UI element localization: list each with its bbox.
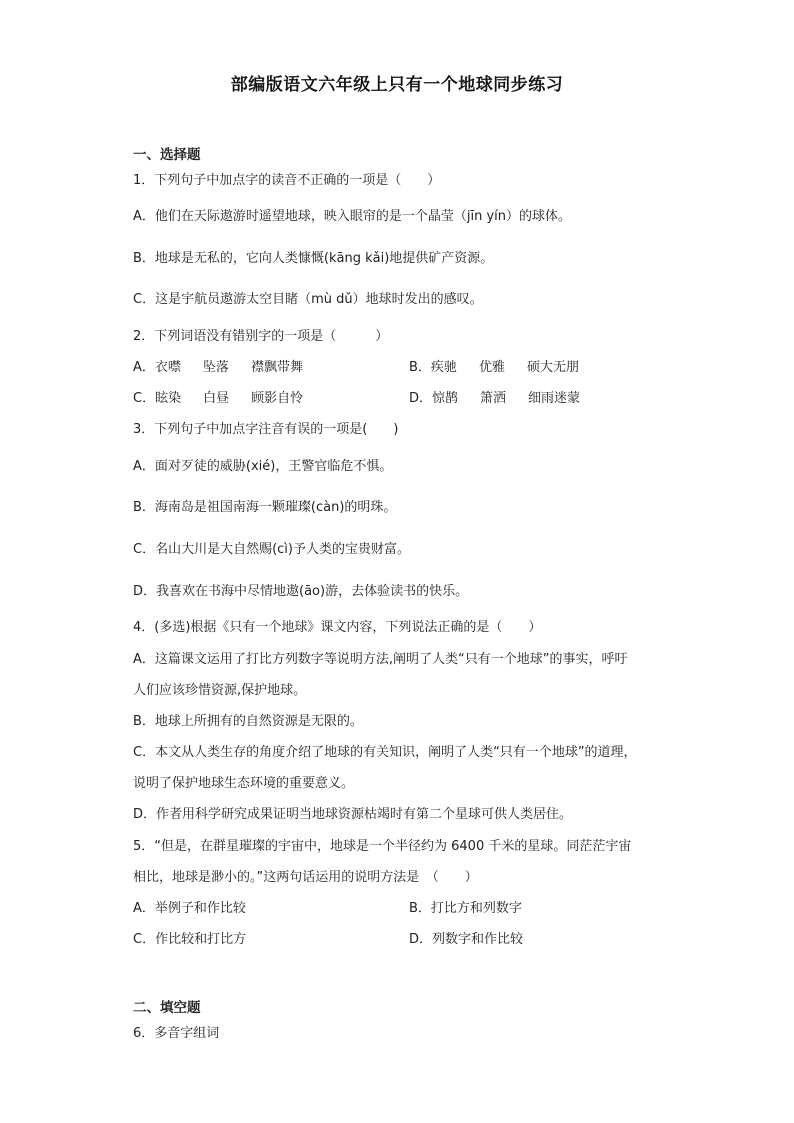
q4-option-a-line1: A．这篇课文运用了打比方列数字等说明方法,阐明了人类“只有一个地球”的事实，呼吁 — [133, 652, 628, 667]
q1-option-c: C．这是宇航员遨游太空目睹（mù dǔ）地球时发出的感叹。 — [133, 292, 483, 307]
q4-option-c-line2: 说明了保护地球生态环境的重要意义。 — [133, 776, 355, 791]
q5-stem-line1: 5．“但是，在群星璀璨的宇宙中，地球是一个半径约为 6400 千米的星球。同茫茫宇宙 — [133, 839, 632, 854]
q2-option-c-word: 顾影自怜 — [251, 391, 304, 406]
q3-option-a: A．面对歹徒的威胁(xié)，王警官临危不惧。 — [133, 459, 393, 474]
q5-option-b: B．打比方和列数字 — [409, 901, 522, 916]
q4-option-a-line2: 人们应该珍惜资源,保护地球。 — [133, 683, 307, 698]
q1-stem: 1．下列句子中加点字的读音不正确的一项是（ ） — [133, 173, 441, 188]
q5-option-a: A．举例子和作比较 — [133, 901, 246, 916]
q4-option-d: D．作者用科学研究成果证明当地球资源枯竭时有第二个星球可供人类居住。 — [133, 807, 573, 822]
q4-option-b: B．地球上所拥有的自然资源是无限的。 — [133, 714, 363, 729]
q5-stem-line2: 相比，地球是渺小的。”这两句话运用的说明方法是 （ ） — [133, 870, 478, 885]
page-title: 部编版语文六年级上只有一个地球同步练习 — [230, 75, 564, 95]
q2-option-c-word: 眩染 — [155, 391, 182, 406]
q5-option-d: D．列数字和作比较 — [409, 932, 524, 947]
q2-option-a-label: A． — [133, 360, 155, 375]
q2-option-b-word: 硕大无朋 — [526, 360, 579, 375]
q5-option-c: C．作比较和打比方 — [133, 932, 247, 947]
q2-option-a — [133, 359, 303, 377]
q3-option-b: B．海南岛是祖国南海一颗璀璨(càn)的明珠。 — [133, 500, 397, 515]
q2-stem: 2．下列词语没有错别字的一项是（ ） — [133, 329, 389, 344]
q2-option-b — [409, 359, 579, 377]
section-heading-choice: 一、选择题 — [133, 147, 201, 163]
q4-option-c-line1: C．本文从人类生存的角度介绍了地球的有关知识，阐明了人类“只有一个地球”的道理， — [133, 745, 637, 760]
q2-option-c-word: 白昼 — [203, 391, 230, 406]
q2-option-c-label: C． — [133, 391, 156, 406]
q1-option-b: B．地球是无私的，它向人类慷慨(kāng kǎi)地提供矿产资源。 — [133, 251, 494, 266]
q3-stem: 3．下列句子中加点字注音有误的一项是( ) — [133, 422, 399, 437]
q2-option-a-word: 衣噤 — [154, 360, 181, 375]
q2-option-d — [409, 390, 580, 408]
q6-stem: 6．多音字组词 — [133, 1026, 220, 1041]
q4-stem: 4．(多选)根据《只有一个地球》课文内容，下列说法正确的是（ ） — [133, 620, 542, 635]
q2-option-a-word: 坠落 — [202, 360, 229, 375]
q2-option-b-word: 疾驰 — [430, 360, 457, 375]
section-heading-fill: 二、填空题 — [133, 1000, 201, 1016]
q3-option-d: D．我喜欢在书海中尽情地遨(āo)游，去体验读书的快乐。 — [133, 584, 469, 599]
q2-option-b-label: B． — [409, 360, 431, 375]
q2-option-d-word: 惊鹊 — [432, 391, 459, 406]
q2-option-d-label: D． — [409, 391, 433, 406]
q1-option-a: A．他们在天际遨游时遥望地球，映入眼帘的是一个晶莹（jīn yín）的球体。 — [133, 209, 572, 224]
q3-option-c: C．名山大川是大自然赐(cì)予人类的宝贵财富。 — [133, 542, 410, 557]
q2-option-d-word: 细雨迷蒙 — [528, 391, 581, 406]
q2-option-c — [133, 390, 303, 408]
q2-option-a-word: 襟飘带舞 — [250, 360, 303, 375]
q2-option-d-word: 箫洒 — [480, 391, 507, 406]
q2-option-b-word: 优雅 — [478, 360, 505, 375]
